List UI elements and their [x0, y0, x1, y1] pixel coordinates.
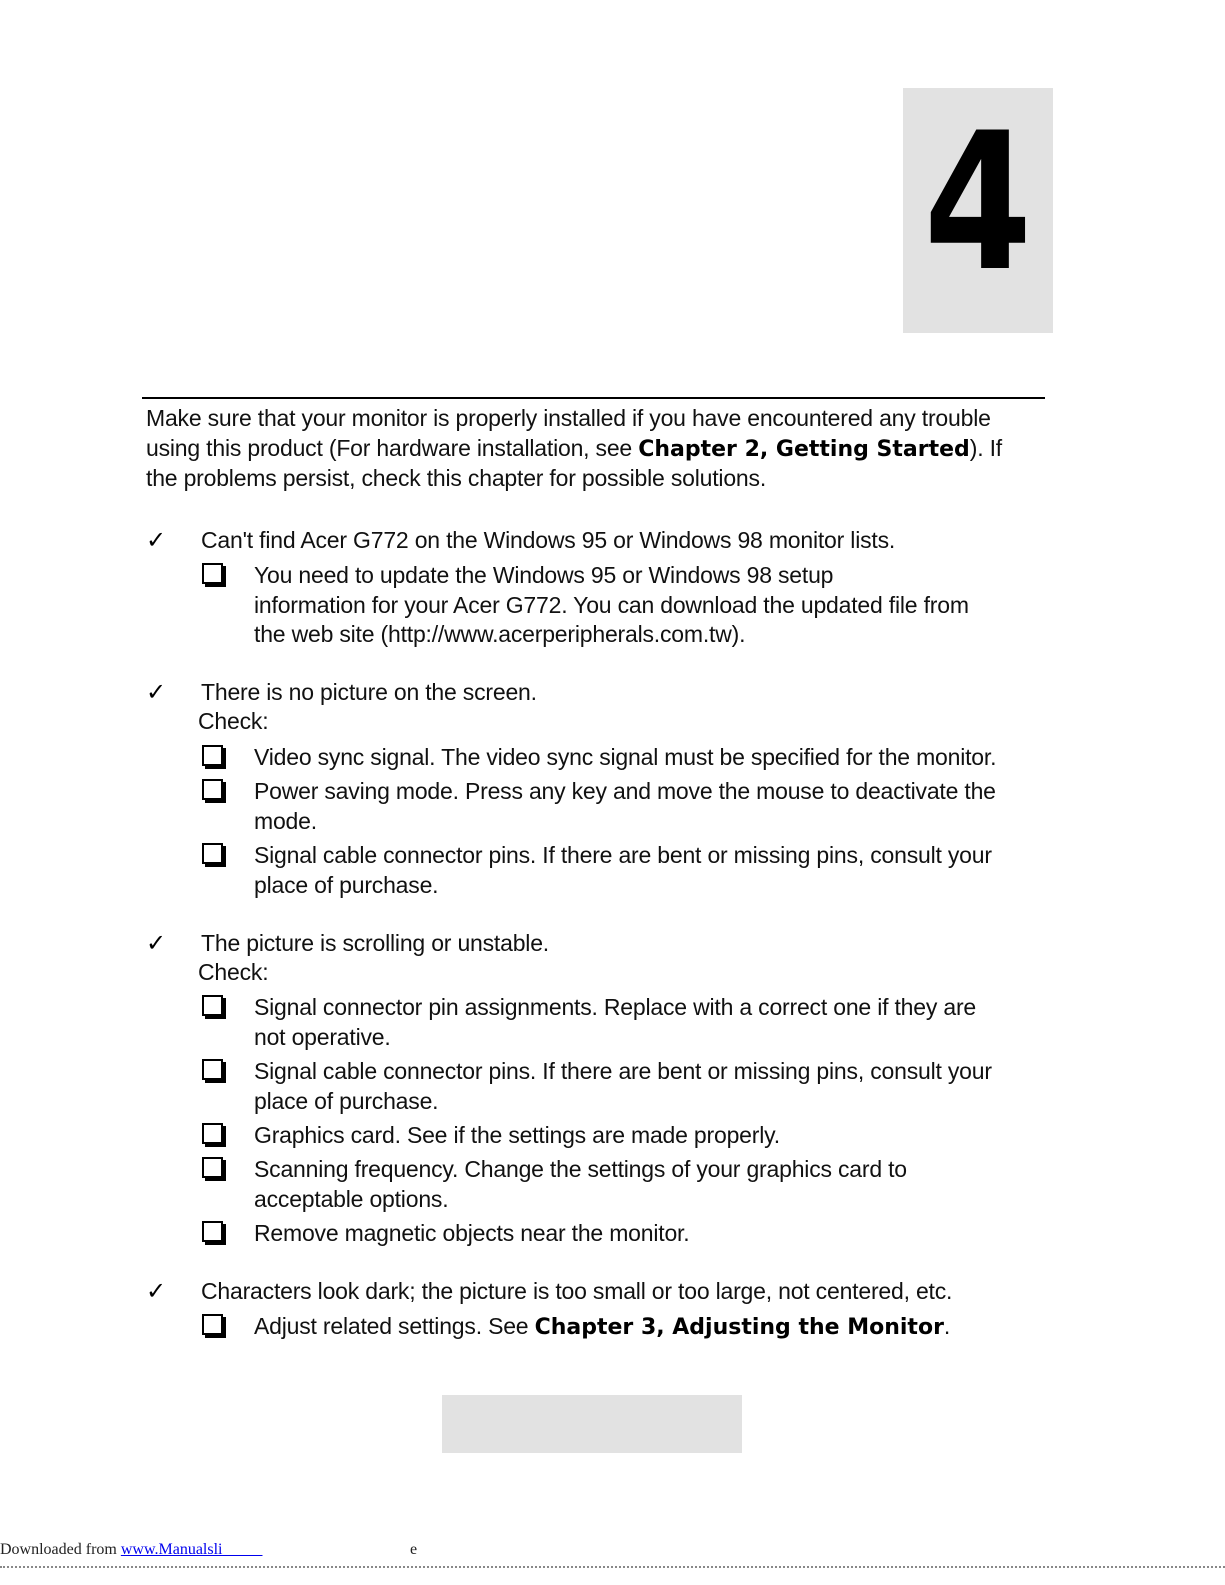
intro-line-2-tail: ). If	[969, 434, 1002, 461]
checkmark-icon: ✓	[146, 678, 167, 706]
problem-title: Can't find Acer G772 on the Windows 95 or Windows 98 monitor lists.	[201, 527, 896, 553]
solution-text: Adjust related settings. See	[254, 1313, 535, 1339]
solution-line: Power saving mode. Press any key and move the mouse to deactivate the	[254, 778, 996, 804]
solution-line: place of purchase.	[254, 1087, 439, 1114]
solution-tail: .	[943, 1313, 951, 1339]
footer-dotted-line	[0, 1566, 1225, 1568]
solution-line: not operative.	[254, 1023, 391, 1050]
solution-item	[254, 1219, 689, 1249]
solution-item	[254, 1312, 950, 1343]
download-source	[0, 1540, 262, 1560]
solution-line: the web site (http://www.acerperipherals.com.tw).	[254, 621, 746, 647]
download-source-label: Downloaded from	[0, 1541, 121, 1558]
checkbox-icon	[202, 1123, 223, 1144]
chapter-number: 4	[923, 92, 1033, 313]
check-label: Check:	[198, 959, 269, 985]
solution-line: Signal cable connector pins. If there are bent or missing pins, consult your	[254, 842, 992, 868]
checkbox-icon	[202, 779, 223, 800]
chapter-number-block	[903, 88, 1053, 333]
checkbox-icon	[202, 1157, 223, 1178]
intro-line-2	[146, 434, 1002, 465]
page-footer-bar	[442, 1395, 742, 1453]
checkbox-icon	[202, 1314, 223, 1335]
solution-item	[254, 777, 996, 836]
checkbox-icon	[202, 995, 223, 1016]
checkbox-icon	[202, 1221, 223, 1242]
chapter-2-reference: Chapter 2, Getting Started	[638, 436, 970, 462]
solution-item	[254, 1155, 907, 1214]
link-underline-gap	[222, 1541, 262, 1558]
solution-line: information for your Acer G772. You can download the updated file from	[254, 591, 969, 618]
solution-line: Remove magnetic objects near the monitor.	[254, 1220, 690, 1246]
problem-title: There is no picture on the screen.	[201, 679, 537, 705]
solution-line: Signal cable connector pins. If there are bent or missing pins, consult your	[254, 1058, 992, 1084]
checkbox-icon	[202, 745, 223, 766]
solution-line: Scanning frequency. Change the settings of your graphics card to	[254, 1156, 907, 1182]
checkbox-icon	[202, 843, 223, 864]
solution-item	[254, 561, 969, 650]
solution-line: mode.	[254, 807, 317, 834]
solution-line: You need to update the Windows 95 or Windows 98 setup	[254, 562, 834, 588]
problem-title: The picture is scrolling or unstable.	[201, 930, 549, 956]
checkmark-icon: ✓	[146, 929, 167, 957]
solution-line: place of purchase.	[254, 871, 439, 898]
manualslib-link[interactable]: www.Manualsli	[120, 1541, 223, 1558]
solution-item	[254, 1057, 992, 1116]
solution-line: acceptable options.	[254, 1185, 449, 1212]
intro-line-2-text: using this product (For hardware installation, see	[146, 434, 639, 461]
footer-trailing-text: e	[410, 1541, 418, 1558]
checkbox-icon	[202, 1059, 223, 1080]
checkmark-icon: ✓	[146, 526, 167, 554]
intro-line-3: the problems persist, check this chapter for possible solutions.	[146, 465, 767, 491]
solution-item	[254, 841, 992, 900]
chapter-3-reference: Chapter 3, Adjusting the Monitor	[534, 1315, 944, 1340]
check-label: Check:	[198, 708, 269, 734]
checkbox-icon	[202, 563, 223, 584]
checkmark-icon: ✓	[146, 1277, 167, 1305]
intro-line-1: Make sure that your monitor is properly installed if you have encountered any trouble	[146, 405, 991, 431]
solution-item	[254, 743, 996, 773]
section-divider	[142, 397, 1045, 399]
solution-item	[254, 1121, 780, 1151]
solution-line: Video sync signal. The video sync signal must be specified for the monitor.	[254, 744, 997, 770]
intro-paragraph	[146, 404, 1002, 494]
problem-title: Characters look dark; the picture is too small or too large, not centered, etc.	[201, 1278, 953, 1304]
solution-line: Graphics card. See if the settings are made properly.	[254, 1122, 780, 1148]
solution-line: Signal connector pin assignments. Replace with a correct one if they are	[254, 994, 976, 1020]
solution-item	[254, 993, 976, 1052]
